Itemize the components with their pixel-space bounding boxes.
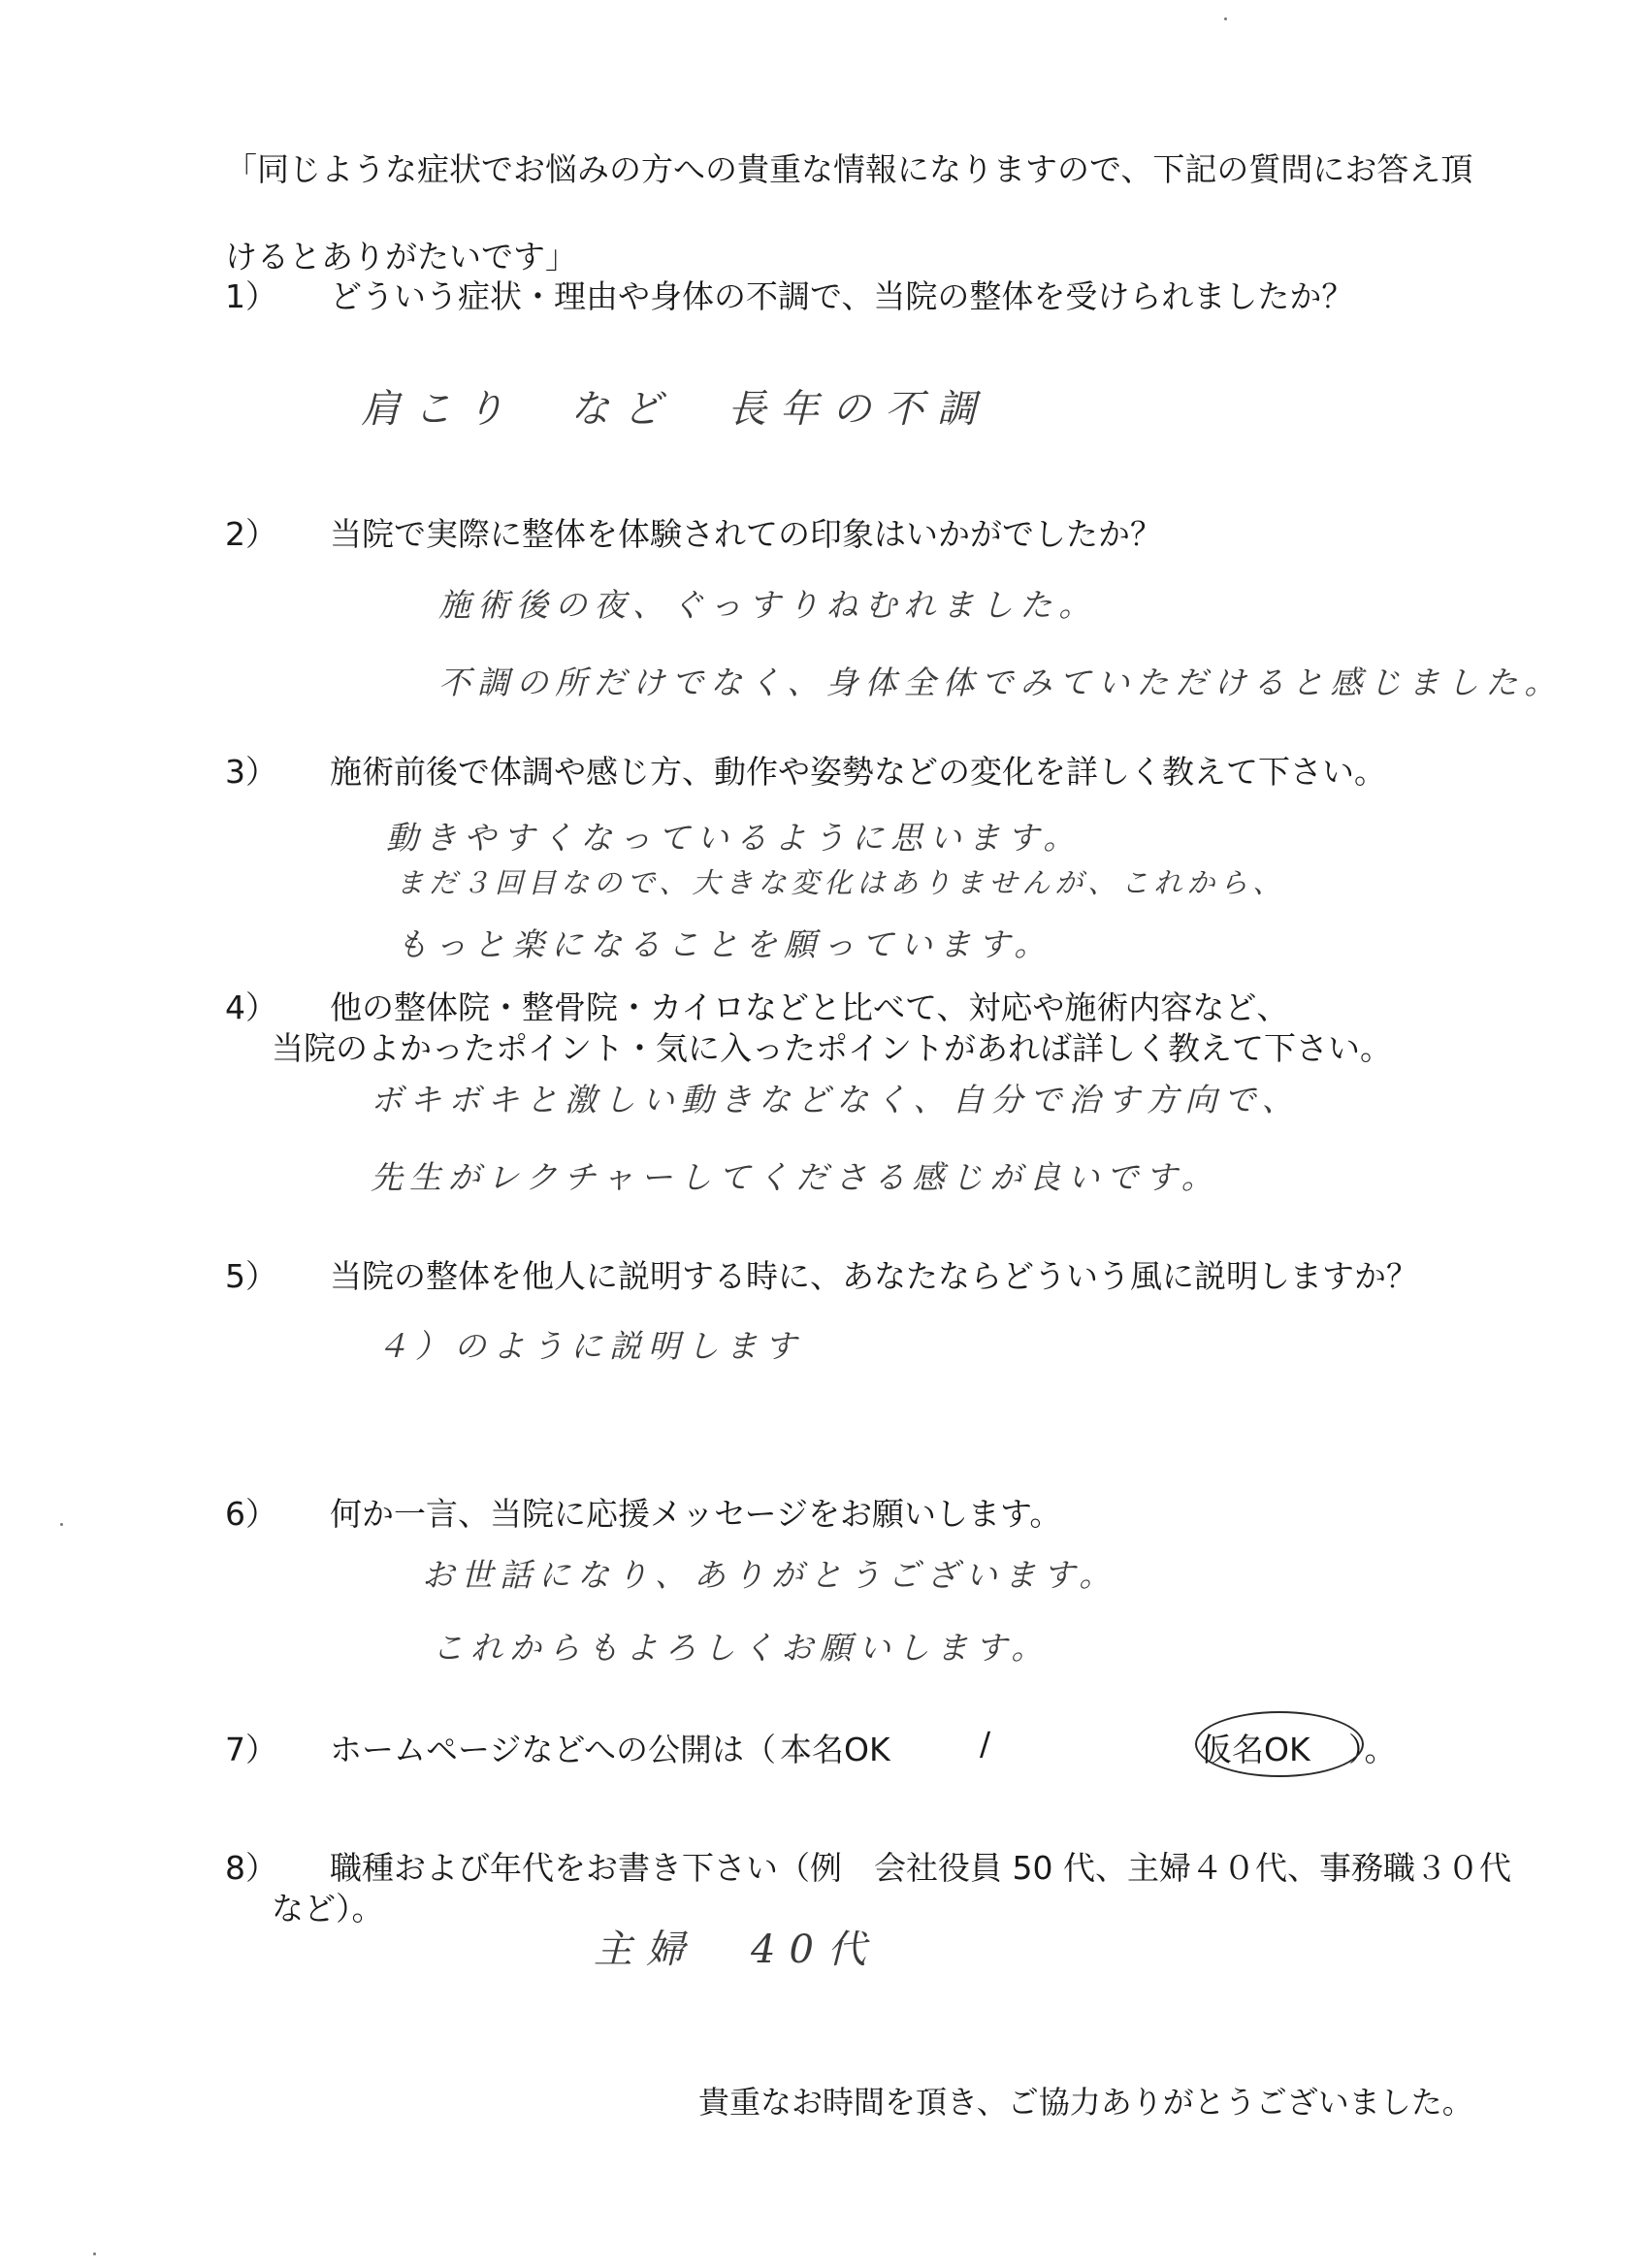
question-number: 7） <box>225 1731 277 1768</box>
answer-3-line-3: もっと楽になることを願っています。 <box>396 925 1053 963</box>
question-text: 何か一言、当院に応援メッセージをお願いします。 <box>330 1495 1062 1533</box>
question-number: 2） <box>225 515 277 553</box>
question-number: 3） <box>225 753 277 791</box>
question-text: 当院で実際に整体を体験されての印象はいかがでしたか？ <box>330 515 1162 553</box>
option-separator: / <box>980 1725 991 1763</box>
answer-3-line-2: まだ３回目なので、大きな変化はありませんが、これから、 <box>396 866 1286 899</box>
question-number: 8） <box>225 1849 277 1887</box>
question-7 <box>225 1725 1397 1783</box>
question-number: 1） <box>225 277 277 315</box>
closing-text: 貴重なお時間を頂き、ご協力ありがとうございました。 <box>698 2084 1473 2121</box>
answer-6-line-2: これからもよろしくお願いします。 <box>432 1629 1051 1667</box>
question-number: 6） <box>225 1495 277 1533</box>
question-text: 他の整体院・整骨院・カイロなどと比べて、対応や施術内容など、 <box>330 988 1289 1026</box>
question-text: ホームページなどへの公開は（ <box>330 1731 777 1768</box>
answer-1-line-1: 肩こり など 長年の不調 <box>361 387 989 432</box>
question-text-line-2: 当院のよかったポイント・気に入ったポイントがあれば詳しく教えて下さい。 <box>272 1029 1392 1067</box>
intro-text: 「同じような症状でお悩みの方への貴重な情報になりますので、下記の質問にお答え頂けるとありがたいです」 <box>225 150 1473 275</box>
question-number: 5） <box>225 1257 277 1295</box>
question-text: 施術前後で体調や感じ方、動作や姿勢などの変化を詳しく教えて下さい。 <box>330 753 1386 791</box>
answer-2-line-2: 不調の所だけでなく、身体全体でみていただけると感じました。 <box>438 664 1564 701</box>
answer-4-line-2: 先生がレクチャーしてくださる感じが良いです。 <box>371 1158 1220 1196</box>
question-number: 4） <box>225 988 277 1026</box>
option-real-name: 本名OK <box>780 1731 890 1768</box>
question-text: 職種および年代をお書き下さい（例 会社役員 50 代、主婦４０代、事務職３０代 <box>330 1849 1511 1887</box>
question-text: 当院の整体を他人に説明する時に、あなたならどういう風に説明しますか？ <box>330 1257 1418 1295</box>
option-alias-name: 仮名OK <box>1200 1731 1310 1768</box>
scan-speck <box>1224 17 1227 20</box>
question-text: どういう症状・理由や身体の不調で、当院の整体を受けられましたか？ <box>330 277 1354 315</box>
scan-speck <box>93 2252 96 2255</box>
answer-6-line-1: お世話になり、ありがとうございます。 <box>422 1556 1118 1594</box>
answer-5-line-1: ４）のように説明します <box>376 1327 803 1365</box>
selected-circle-mark <box>1195 1711 1364 1777</box>
answer-4-line-1: ボキボキと激しい動きなどなく、自分で治す方向で、 <box>371 1081 1301 1118</box>
answer-2-line-1: 施術後の夜、ぐっすりねむれました。 <box>438 586 1098 624</box>
option-close: ）。 <box>1348 1731 1397 1768</box>
question-text-line-2: など）。 <box>272 1890 384 1928</box>
answer-8-line-1: 主婦 40代 <box>594 1928 880 1972</box>
scan-speck <box>60 1523 63 1526</box>
answer-3-line-1: 動きやすくなっているように思います。 <box>386 819 1083 857</box>
